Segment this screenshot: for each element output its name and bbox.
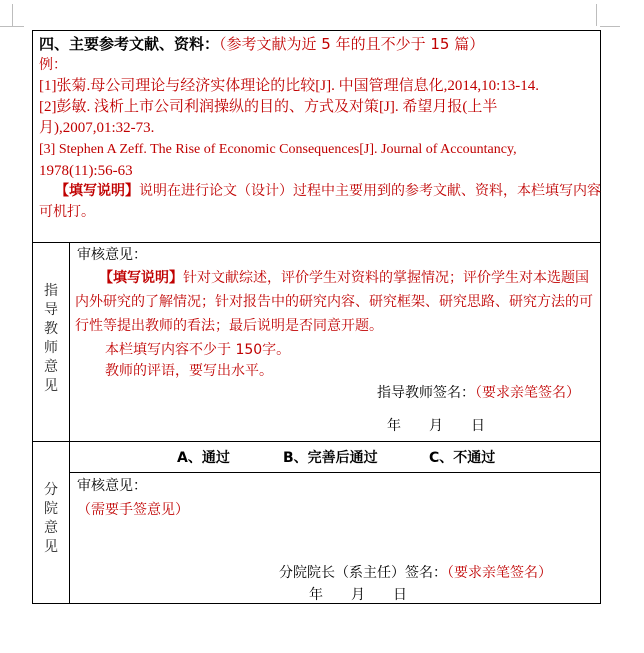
- crop-mark-right-h: [600, 26, 620, 27]
- fill-instruction-tag: 【填写说明】: [55, 183, 139, 199]
- column-divider: [69, 242, 70, 441]
- teacher-side-label: 指 导 教 师 意 见: [44, 283, 58, 394]
- teacher-date: 年 月 日: [387, 418, 485, 434]
- reference-1: [1]张菊.母公司理论与经济实体理论的比较[J]. 中国管理信息化,2014,10:13-14.: [39, 78, 539, 94]
- reference-3-line2: 1978(11):56-63: [39, 163, 133, 179]
- references-heading: 四、主要参考文献、资料：（参考文献为近 5 年的且不少于 15 篇）: [39, 35, 485, 53]
- fill-instruction-line2: 可机打。: [39, 204, 95, 220]
- teacher-review-label: 审核意见：: [77, 247, 147, 263]
- department-sign-label: 分院院长（系主任）签名：: [279, 565, 447, 581]
- example-label: 例：: [39, 57, 67, 73]
- teacher-note-line3: 行性等提出教师的看法；最后说明是否同意开题。: [75, 318, 383, 334]
- teacher-sign-label: 指导教师签名：: [377, 385, 475, 401]
- department-side-label: 分 院 意 见: [44, 482, 58, 555]
- teacher-comment-requirement: 教师的评语，要写出水平。: [105, 363, 273, 379]
- proposal-form-table: [32, 30, 601, 604]
- options-divider: [70, 472, 600, 473]
- teacher-note-line2: 内外研究的了解情况；针对报告中的研究内容、研究框架、研究思路、研究方法的可: [75, 294, 593, 310]
- crop-mark-left: [12, 4, 13, 26]
- department-signature-line: [279, 564, 552, 582]
- reference-2-line2: 月),2007,01:32-73.: [39, 120, 155, 136]
- reference-3-line1: [3] Stephen A Zeff. The Rise of Economic Consequences[J]. Journal of Accountancy,: [39, 142, 517, 157]
- department-opinion-section: [33, 441, 600, 603]
- crop-mark-left-h: [0, 26, 24, 27]
- teacher-note-line1: 【填写说明】针对文献综述，评价学生对资料的掌握情况；评价学生对本选题国: [99, 270, 589, 286]
- fill-instruction-line1: 【填写说明】说明在进行论文（设计）过程中主要用到的参考文献、资料，本栏填写内容: [55, 183, 601, 199]
- department-handwrite-note: （需要手签意见）: [77, 502, 189, 518]
- option-fail: C、不通过: [429, 450, 496, 466]
- teacher-signature-line: [377, 384, 580, 402]
- reference-2-line1: [2]彭敏. 浅析上市公司利润操纵的目的、方式及对策[J]. 希望月报(上半: [39, 99, 498, 115]
- option-pass-after-revision: B、完善后通过: [283, 450, 378, 466]
- teacher-sign-note: （要求亲笔签名）: [475, 385, 580, 401]
- teacher-opinion-section: [33, 242, 600, 442]
- department-review-label: 审核意见：: [77, 478, 147, 494]
- teacher-word-limit: 本栏填写内容不少于 150字。: [105, 342, 291, 358]
- department-sign-note: （要求亲笔签名）: [447, 565, 552, 581]
- department-date: 年 月 日: [309, 587, 407, 603]
- references-heading-note: （参考文献为近 5 年的且不少于 15 篇）: [219, 35, 485, 53]
- column-divider: [69, 441, 70, 603]
- option-pass: A、通过: [177, 450, 230, 466]
- teacher-fill-tag: 【填写说明】: [99, 270, 183, 286]
- references-section: [33, 31, 600, 243]
- crop-mark-right: [596, 4, 597, 26]
